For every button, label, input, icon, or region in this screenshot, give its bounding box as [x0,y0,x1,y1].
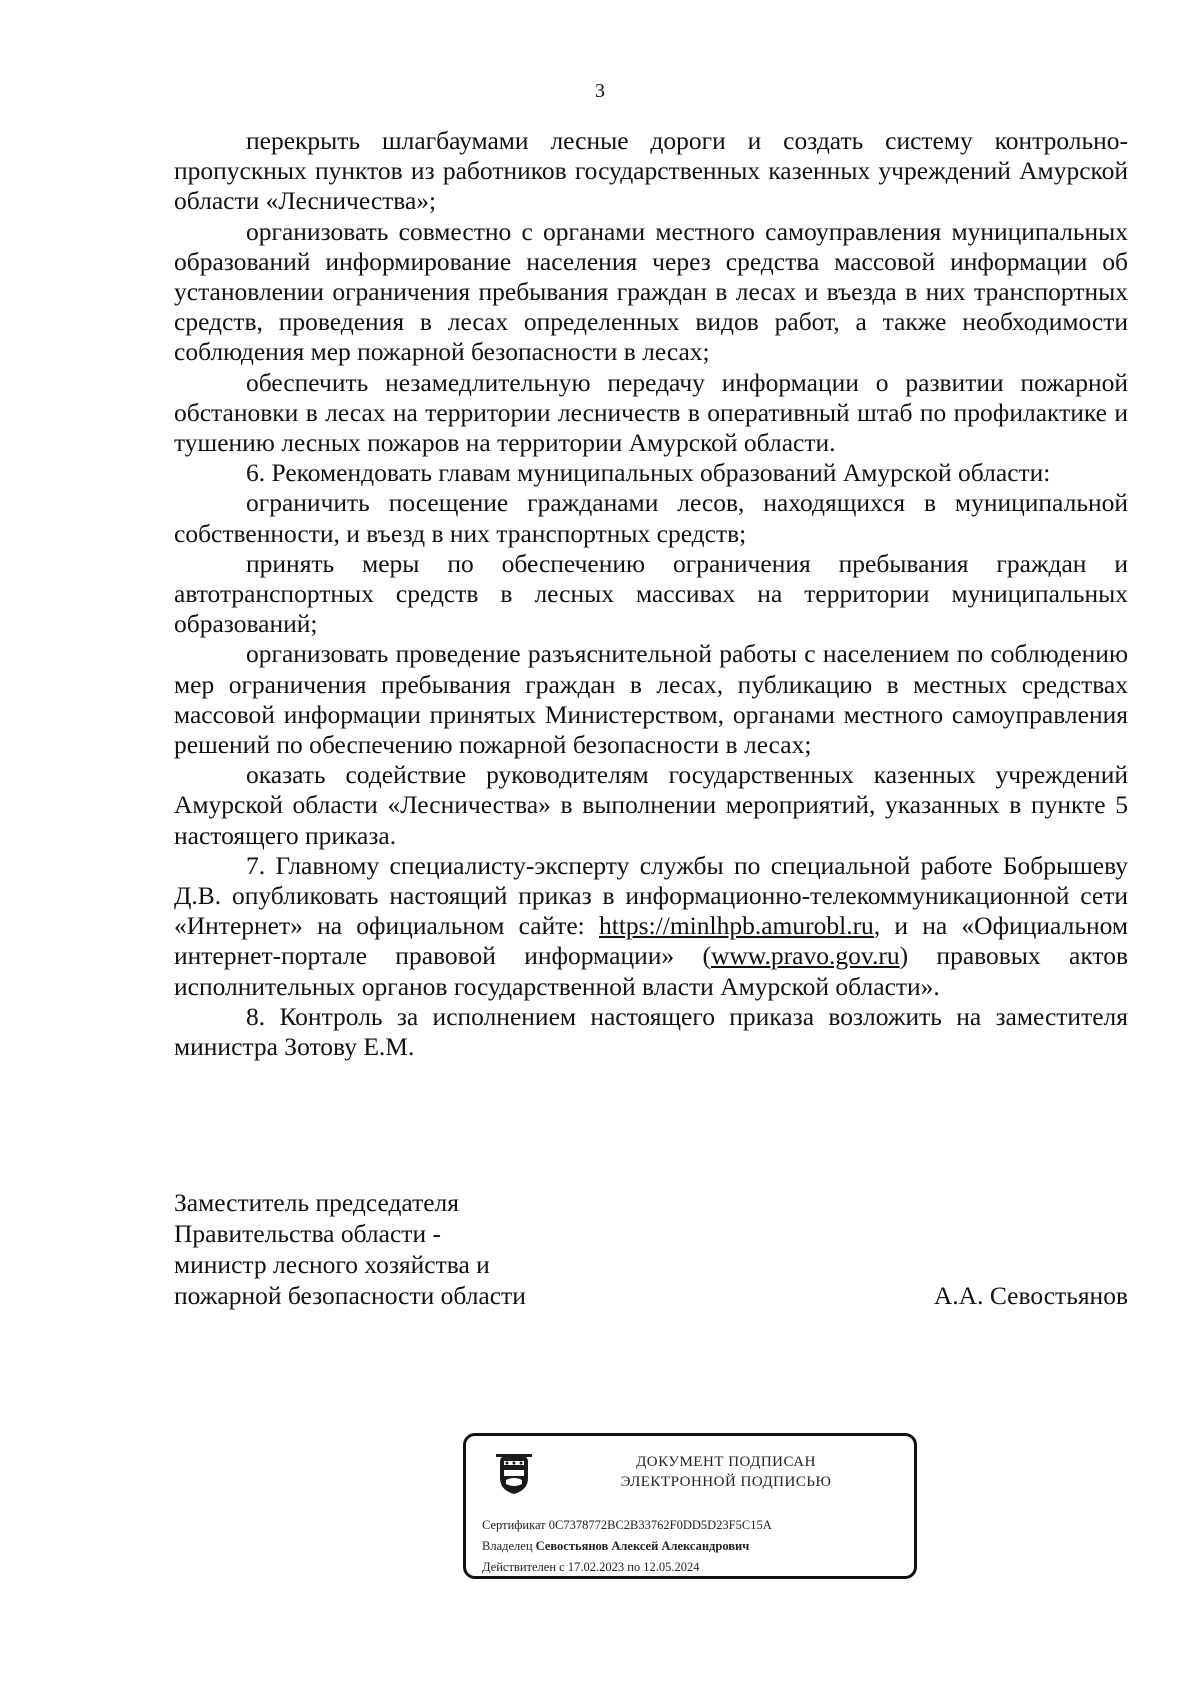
paragraph-barriers: перекрыть шлагбаумами лесные дороги и создать систему контрольно-пропускных пунктов из работников государственных казенных учреждений Амурской области «Лесничества»; [174,126,1128,216]
item-7-lead: 7. Главному специалисту-эксперту службы по специальной работе Бобрышеву Д.В. опубликовать настоящий приказ в информационно-телекоммуникационной сети «Интернет» на официальном сайте: [174,850,1128,941]
paragraph-item-7 [174,851,1128,1002]
signer-name: А.А. Севостьянов [933,1281,1128,1310]
signer-position-line: министр лесного хозяйства и [174,1250,490,1279]
paragraph-assist-forestries: оказать содействие руководителям государственных казенных учреждений Амурской области «Лесничества» в выполнении мероприятий, указанных в пункте 5 настоящего приказа. [174,760,1128,850]
certificate-label: Сертификат [482,1518,546,1532]
signer-position-line: Правительства области - [174,1219,441,1248]
stamp-header [576,1452,876,1492]
paragraph-restrict-vehicles: принять меры по обеспечению ограничения пребывания граждан и автотранспортных средств в лесных массивах на территории муниципальных образований; [174,548,1128,639]
certificate-value: 0C7378772BC2B33762F0DD5D23F5C15A [548,1518,772,1532]
minlhpb-site-link[interactable]: https://minlhpb.amurobl.ru [598,911,874,941]
certificate-row [482,1515,772,1536]
e-signature-stamp [463,1433,917,1579]
paragraph-inform-population: организовать совместно с органами местного самоуправления муниципальных образований информирование населения через средства массовой информации об установлении ограничения пребывания граждан в лесах и въезда в них транспортных средств, проведения в лесах определенных видов работ, а также необходимости соблюдения мер пожарной безопасности в лесах; [174,216,1128,367]
page-number: 3 [595,80,605,102]
signer-position-line: Заместитель председателя [174,1188,459,1217]
item-7-tail: ) правовых актов исполнительных органов государственной власти Амурской области». [174,941,1128,1001]
stamp-details [482,1515,772,1578]
pravo-portal-link[interactable]: www.pravo.gov.ru [710,941,900,971]
owner-value: Севостьянов Алексей Александрович [535,1539,750,1553]
stamp-header-line: ДОКУМЕНТ ПОДПИСАН [636,1454,816,1470]
paragraph-item-8: 8. Контроль за исполнением настоящего приказа возложить на заместителя министра Зотову Е.М. [174,1001,1128,1062]
signature-block [174,1187,1128,1311]
item-7-middle: , и на «Официальном интернет-портале правовой информации» ( [174,911,1128,971]
document-body [174,126,1128,1062]
validity-row [482,1557,772,1578]
owner-label: Владелец [482,1539,533,1553]
paragraph-explanatory-work: организовать проведение разъяснительной работы с населением по соблюдению мер ограничения пребывания граждан в лесах, публикацию в местных средствах массовой информации принятых Министерством, органами местного самоуправления решений по обеспечению пожарной безопасности в лесах; [174,639,1128,760]
valid-label: Действителен [482,1560,557,1574]
valid-from-prefix: с [559,1560,565,1574]
paragraph-fire-situation-reporting: обеспечить незамедлительную передачу информации о развитии пожарной обстановки в лесах на территории лесничеств в оперативный штаб по профилактике и тушению лесных пожаров на территории Амурской области. [174,367,1128,458]
paragraph-restrict-visits: ограничить посещение гражданами лесов, находящихся в муниципальной собственности, и въезд в них транспортных средств; [174,488,1128,548]
signer-position-line: пожарной безопасности области [174,1281,526,1310]
paragraph-item-6: 6. Рекомендовать главам муниципальных образований Амурской области: [246,458,1051,488]
stamp-header-line: ЭЛЕКТРОННОЙ ПОДПИСЬЮ [620,1474,832,1490]
valid-to: 12.05.2024 [643,1560,700,1574]
coat-of-arms-icon [494,1452,534,1496]
owner-row [482,1536,772,1557]
valid-to-prefix: по [627,1560,641,1574]
valid-from: 17.02.2023 [567,1560,625,1574]
